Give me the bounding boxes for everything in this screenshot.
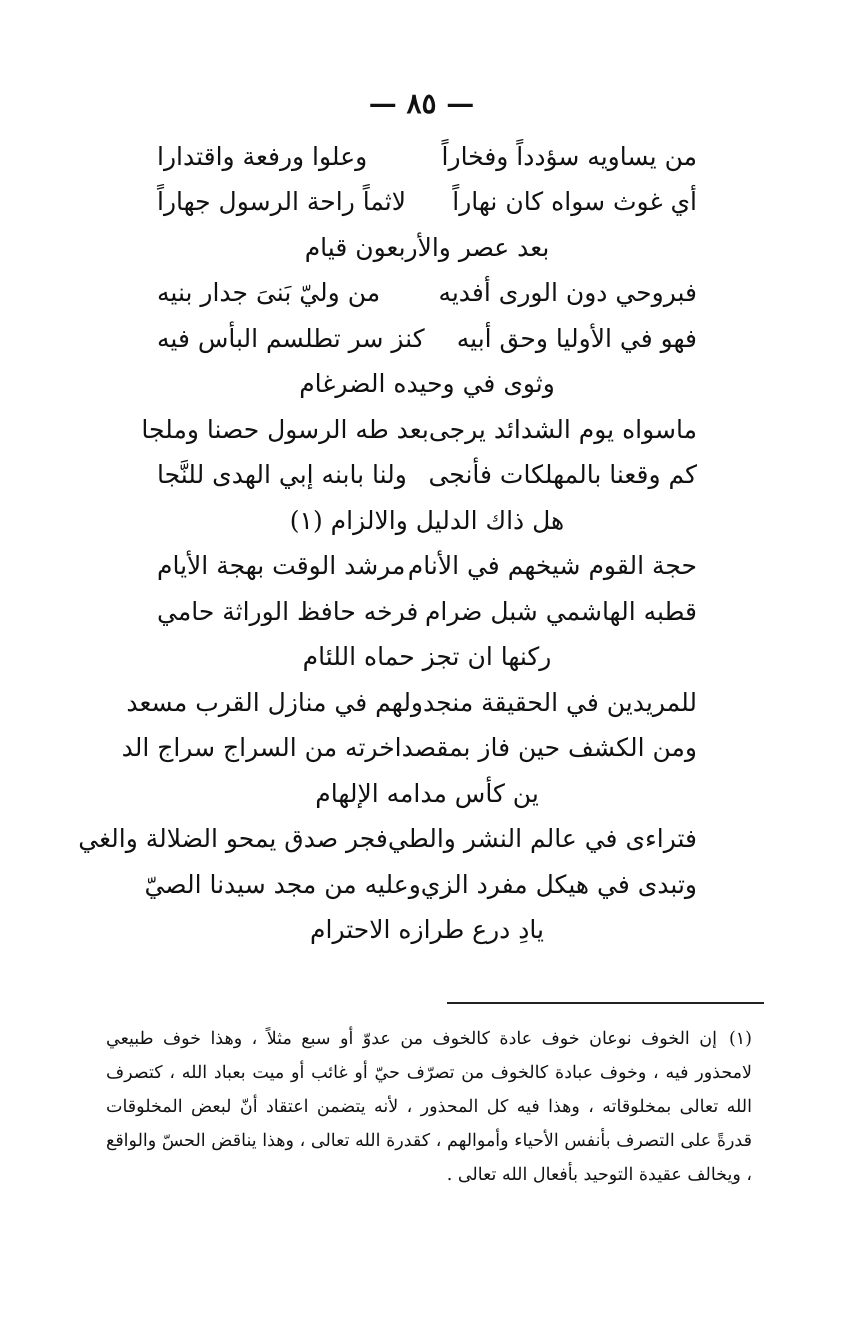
verse-first-hemistich: للمريدين في الحقيقة منجد — [423, 687, 697, 717]
poem-verse — [157, 316, 697, 362]
verse-second-hemistich: كنز سر تطلسم البأس فيه — [157, 323, 425, 353]
verse-first-hemistich: فهو في الأوليا وحق أبيه — [456, 323, 697, 353]
poem-verse — [157, 453, 697, 499]
verse-first-hemistich: ومن الكشف حين فاز بمقصد — [401, 733, 697, 763]
poem-body — [78, 134, 697, 953]
refrain-text: هل ذاك الدليل والالزام (١) — [289, 505, 565, 535]
verse-second-hemistich: لاثماً راحة الرسول جهاراً — [157, 187, 406, 217]
verse-second-hemistich: مرشد الوقت بهجة الأيام — [157, 551, 406, 581]
poem-refrain-line — [157, 362, 697, 408]
footnote-text: إن الخوف نوعان خوف عادة كالخوف من عدوّ أو سبع مثلاً ، وهذا خوف طبيعي لامحذور فيه ، وخوف عبادة كالخوف من تصرّف حيّ أو غائب أو ميت بعباد الله ، كتصرف الله تعالى بمخلوقاته ، وهذا فيه كل المحذور ، لأنه يتضمن اعتقاد أنّ لبعض المخلوقات قدرةً على التصرف بأنفس الأحياء وأموالهم ، كقدرة الله تعالى ، وهذا يناقض الحسّ والواقع ، ويخالف عقيدة التوحيد بأفعال الله تعالى . — [106, 1029, 752, 1185]
poem-verse — [157, 271, 697, 317]
refrain-text: وثوى في وحيده الضرغام — [299, 369, 555, 399]
verse-first-hemistich: فتراءى في عالم النشر والطي — [387, 824, 697, 854]
verse-first-hemistich: ماسواه يوم الشدائد يرجى — [428, 414, 697, 444]
poem-refrain-line — [157, 908, 697, 954]
verse-second-hemistich: بعد طه الرسول حصنا وملجا — [141, 414, 429, 444]
verse-second-hemistich: فجر صدق يمحو الضلالة والغي — [78, 824, 388, 854]
refrain-text: ين كأس مدامه الإلهام — [315, 778, 539, 808]
refrain-text: ركنها ان تجز حماه اللئام — [302, 642, 552, 672]
poem-verse — [126, 680, 697, 726]
poem-verse — [121, 726, 697, 772]
verse-second-hemistich: اخرته من السراج سراج الد — [121, 733, 402, 763]
verse-first-hemistich: كم وقعنا بالمهلكات فأنجى — [428, 460, 697, 490]
refrain-text: يادِ درع طرازه الاحترام — [310, 915, 544, 945]
verse-first-hemistich: قطبه الهاشمي شبل ضرام — [424, 596, 697, 626]
verse-first-hemistich: حجة القوم شيخهم في الأنام — [407, 551, 697, 581]
footnote-separator — [447, 1002, 764, 1004]
footnote-marker: (١) — [728, 1029, 752, 1049]
verse-second-hemistich: وعلوا ورفعة واقتدارا — [157, 141, 368, 171]
poem-verse — [157, 180, 697, 226]
poem-verse — [78, 817, 697, 863]
footnote — [106, 1022, 752, 1192]
verse-first-hemistich: أي غوث سواه كان نهاراً — [452, 187, 697, 217]
poem-verse — [157, 544, 697, 590]
poem-refrain-line — [157, 771, 697, 817]
verse-second-hemistich: ولهم في منازل القرب مسعد — [126, 687, 424, 717]
poem-refrain-line — [157, 498, 697, 544]
verse-second-hemistich: ولنا بابنه إبي الهدى للنَّجا — [157, 460, 407, 490]
poem-refrain-line — [157, 225, 697, 271]
poem-verse — [157, 134, 697, 180]
poem-refrain-line — [157, 635, 697, 681]
poem-verse — [157, 589, 697, 635]
verse-second-hemistich: فرخه حافظ الوراثة حامي — [157, 596, 419, 626]
poem-verse — [141, 407, 697, 453]
verse-first-hemistich: من يساويه سؤدداً وفخاراً — [441, 141, 697, 171]
verse-second-hemistich: وعليه من مجد سيدنا الصيّ — [144, 869, 421, 899]
refrain-text: بعد عصر والأربعون قيام — [304, 232, 550, 262]
poem-verse — [144, 862, 697, 908]
page-number: — ٨٥ — — [368, 87, 475, 120]
verse-first-hemistich: وتبدى في هيكل مفرد الزي — [420, 869, 697, 899]
verse-second-hemistich: من وليّ بَنىَ جدار بنيه — [157, 278, 381, 308]
verse-first-hemistich: فبروحي دون الورى أفديه — [438, 278, 697, 308]
